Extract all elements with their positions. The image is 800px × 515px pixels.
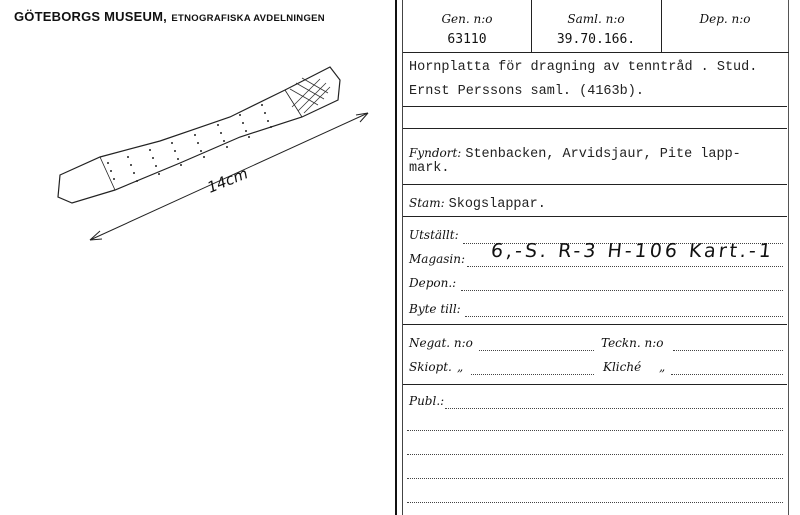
utstallt-label: Utställt: (409, 228, 459, 242)
saml-number-cell (531, 0, 662, 52)
card-edge-rule (402, 0, 403, 515)
skiopt-label: Skiopt. (409, 360, 452, 374)
teckn-dotline (673, 350, 783, 351)
depon-label: Depon.: (409, 276, 457, 290)
publ-dotline-1 (445, 408, 783, 409)
publ-dotline-3 (407, 454, 783, 455)
object-sketch (40, 45, 390, 305)
fyndort-rule (403, 184, 787, 185)
saml-number-label: Saml. n:o (567, 12, 625, 26)
publ-label: Publ.: (409, 394, 445, 408)
kliche-value: „ (659, 360, 666, 374)
byte-label: Byte till: (409, 302, 461, 316)
number-header (403, 0, 789, 53)
publ-dotline-4 (407, 478, 783, 479)
museum-name: GÖTEBORGS MUSEUM, (14, 9, 167, 24)
saml-number-value: 39.70.166. (556, 32, 636, 47)
size-note: 14cm (204, 164, 251, 197)
skiopt-rule (403, 384, 787, 385)
skiopt-value: „ (457, 360, 464, 374)
description-rule-1 (403, 106, 787, 107)
dep-number-label: Dep. n:o (699, 12, 751, 26)
stam-value: Skogslappar. (448, 197, 546, 212)
kliche-dotline (671, 374, 783, 375)
description-rule-2 (403, 128, 787, 129)
museum-department: ETNOGRAFISKA AVDELNINGEN (171, 13, 325, 24)
dep-number-cell (661, 0, 789, 52)
stam-rule (403, 216, 787, 217)
magasin-value: 6,-S. R-3 H-106 Kart.-1 (489, 240, 776, 262)
card-right-rule (788, 0, 789, 515)
byte-dotline (465, 316, 783, 317)
magasin-label: Magasin: (409, 252, 466, 266)
magasin-dotline (467, 266, 783, 267)
fyndort-value-line-2: mark. (409, 161, 450, 176)
description-line-2: Ernst Perssons saml. (4163b). (409, 84, 644, 99)
card-left-rule (395, 0, 397, 515)
negat-label: Negat. n:o (409, 336, 473, 350)
publ-dotline-2 (407, 430, 783, 431)
fyndort-label: Fyndort: (409, 146, 462, 160)
horn-plate-outline (58, 67, 340, 203)
depon-dotline (461, 290, 783, 291)
catalog-card (395, 0, 795, 515)
museum-header (14, 8, 325, 26)
fyndort-value: Stenbacken, Arvidsjaur, Pite lapp- (465, 147, 741, 162)
description-line-1: Hornplatta för dragning av tenntråd . Stud. (409, 60, 758, 75)
byte-rule (403, 324, 787, 325)
gen-number-label: Gen. n:o (441, 12, 493, 26)
gen-number-value: 63110 (447, 32, 487, 47)
negat-dotline (479, 350, 594, 351)
kliche-label: Kliché (603, 360, 642, 374)
stam-row (409, 194, 546, 212)
skiopt-dotline (471, 374, 594, 375)
stam-label: Stam: (409, 196, 445, 210)
drilled-holes (107, 104, 272, 182)
fyndort-row (409, 144, 741, 162)
gen-number-cell (403, 0, 532, 52)
publ-dotline-5 (407, 502, 783, 503)
teckn-label: Teckn. n:o (601, 336, 664, 350)
